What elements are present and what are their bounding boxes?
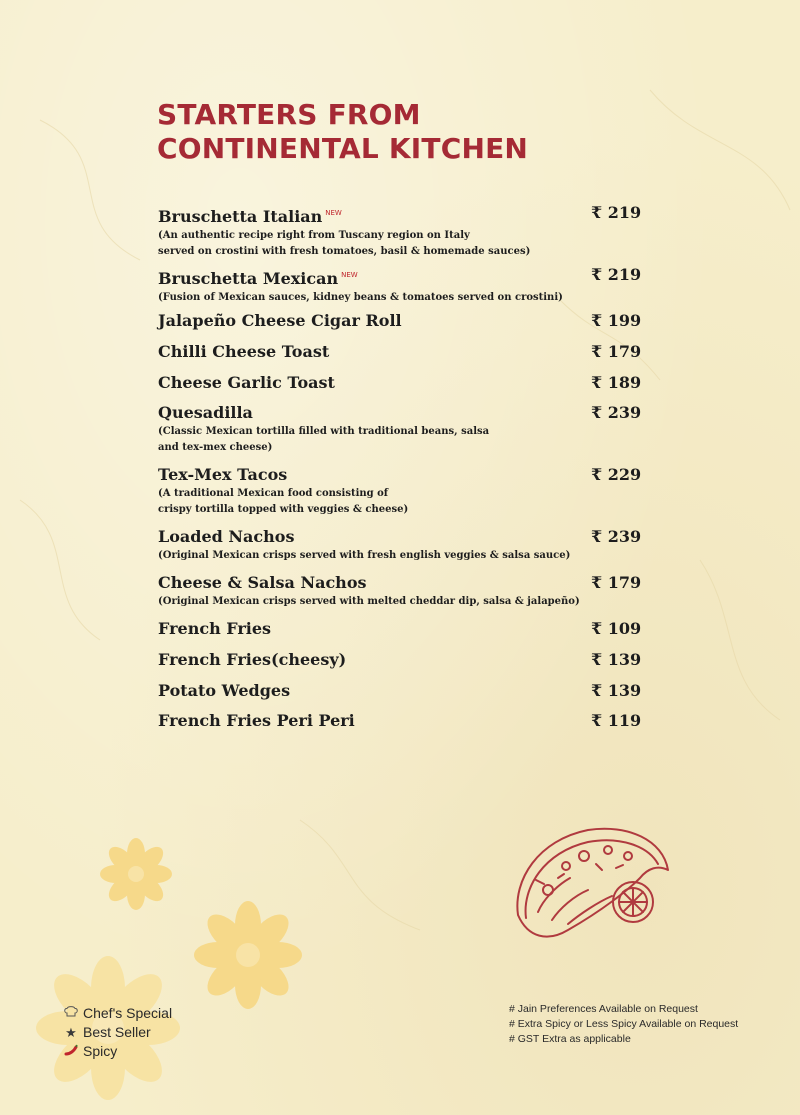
section-title-line2: CONTINENTAL KITCHEN [157, 132, 529, 165]
legend-item [63, 1004, 172, 1023]
menu-item [158, 264, 668, 306]
item-price: ₹ 139 [591, 650, 642, 669]
item-description: served on crostini with fresh tomatoes, basil & homemade sauces) [158, 246, 531, 257]
flower-ornament [188, 895, 308, 1015]
item-price: ₹ 139 [591, 681, 642, 700]
new-badge: NEW [325, 209, 342, 217]
item-name: Potato Wedges [158, 681, 291, 700]
menu-item [158, 372, 668, 394]
item-description: (An authentic recipe right from Tuscany region on Italy [158, 230, 470, 241]
item-name: Bruschetta Italian [158, 207, 323, 226]
chilli-icon [63, 1042, 79, 1061]
item-description: crispy tortilla topped with veggies & cheese) [158, 504, 409, 515]
footnote: # Extra Spicy or Less Spicy Available on Request [509, 1018, 739, 1030]
item-description: (Fusion of Mexican sauces, kidney beans & tomatoes served on crostini) [158, 292, 563, 303]
flower-ornament [96, 834, 176, 914]
item-name: Loaded Nachos [158, 527, 295, 546]
item-price: ₹ 219 [591, 203, 642, 222]
menu-item [158, 710, 668, 732]
menu-item [158, 680, 668, 702]
item-description: (A traditional Mexican food consisting of [158, 488, 389, 499]
item-name: French Fries Peri Peri [158, 711, 355, 730]
item-price: ₹ 199 [591, 311, 642, 330]
menu-item [158, 618, 668, 640]
menu-item [158, 202, 668, 260]
legend-label: Spicy [83, 1043, 118, 1059]
item-name: Quesadilla [158, 403, 253, 422]
item-name: Tex-Mex Tacos [158, 465, 288, 484]
section-title-line1: STARTERS FROM [157, 98, 421, 131]
item-name: French Fries [158, 619, 272, 638]
legend [63, 1004, 172, 1061]
item-price: ₹ 229 [591, 465, 642, 484]
item-description: and tex-mex cheese) [158, 442, 273, 453]
taco-illustration [508, 820, 673, 955]
item-price: ₹ 239 [591, 403, 642, 422]
item-price: ₹ 189 [591, 373, 642, 392]
item-name: Cheese & Salsa Nachos [158, 573, 367, 592]
item-name: Cheese Garlic Toast [158, 373, 335, 392]
item-price: ₹ 179 [591, 573, 642, 592]
star-icon: ★ [65, 1025, 77, 1040]
item-name: French Fries(cheesy) [158, 650, 347, 669]
new-badge: NEW [341, 271, 358, 279]
menu-item [158, 526, 668, 564]
section-title [157, 98, 528, 166]
legend-label: Chef's Special [83, 1005, 173, 1021]
menu-item [158, 649, 668, 671]
chef-hat-icon [63, 1004, 79, 1023]
item-price: ₹ 219 [591, 265, 642, 284]
menu-item [158, 464, 668, 518]
legend-item [63, 1042, 172, 1061]
menu-item [158, 310, 668, 332]
footnote: # Jain Preferences Available on Request [509, 1003, 698, 1015]
item-name: Jalapeño Cheese Cigar Roll [158, 311, 402, 330]
item-description: (Original Mexican crisps served with fresh english veggies & salsa sauce) [158, 550, 571, 561]
item-price: ₹ 239 [591, 527, 642, 546]
menu-item [158, 402, 668, 456]
item-name: Bruschetta Mexican [158, 269, 339, 288]
legend-label: Best Seller [83, 1024, 151, 1040]
item-description: (Original Mexican crisps served with melted cheddar dip, salsa & jalapeño) [158, 596, 580, 607]
item-price: ₹ 119 [591, 711, 642, 730]
footnote: # GST Extra as applicable [509, 1033, 631, 1045]
footnotes [509, 1002, 738, 1047]
item-name: Chilli Cheese Toast [158, 342, 330, 361]
legend-item [63, 1023, 172, 1042]
item-price: ₹ 109 [591, 619, 642, 638]
item-description: (Classic Mexican tortilla filled with traditional beans, salsa [158, 426, 490, 437]
menu-item [158, 572, 668, 610]
menu-item [158, 341, 668, 363]
item-price: ₹ 179 [591, 342, 642, 361]
